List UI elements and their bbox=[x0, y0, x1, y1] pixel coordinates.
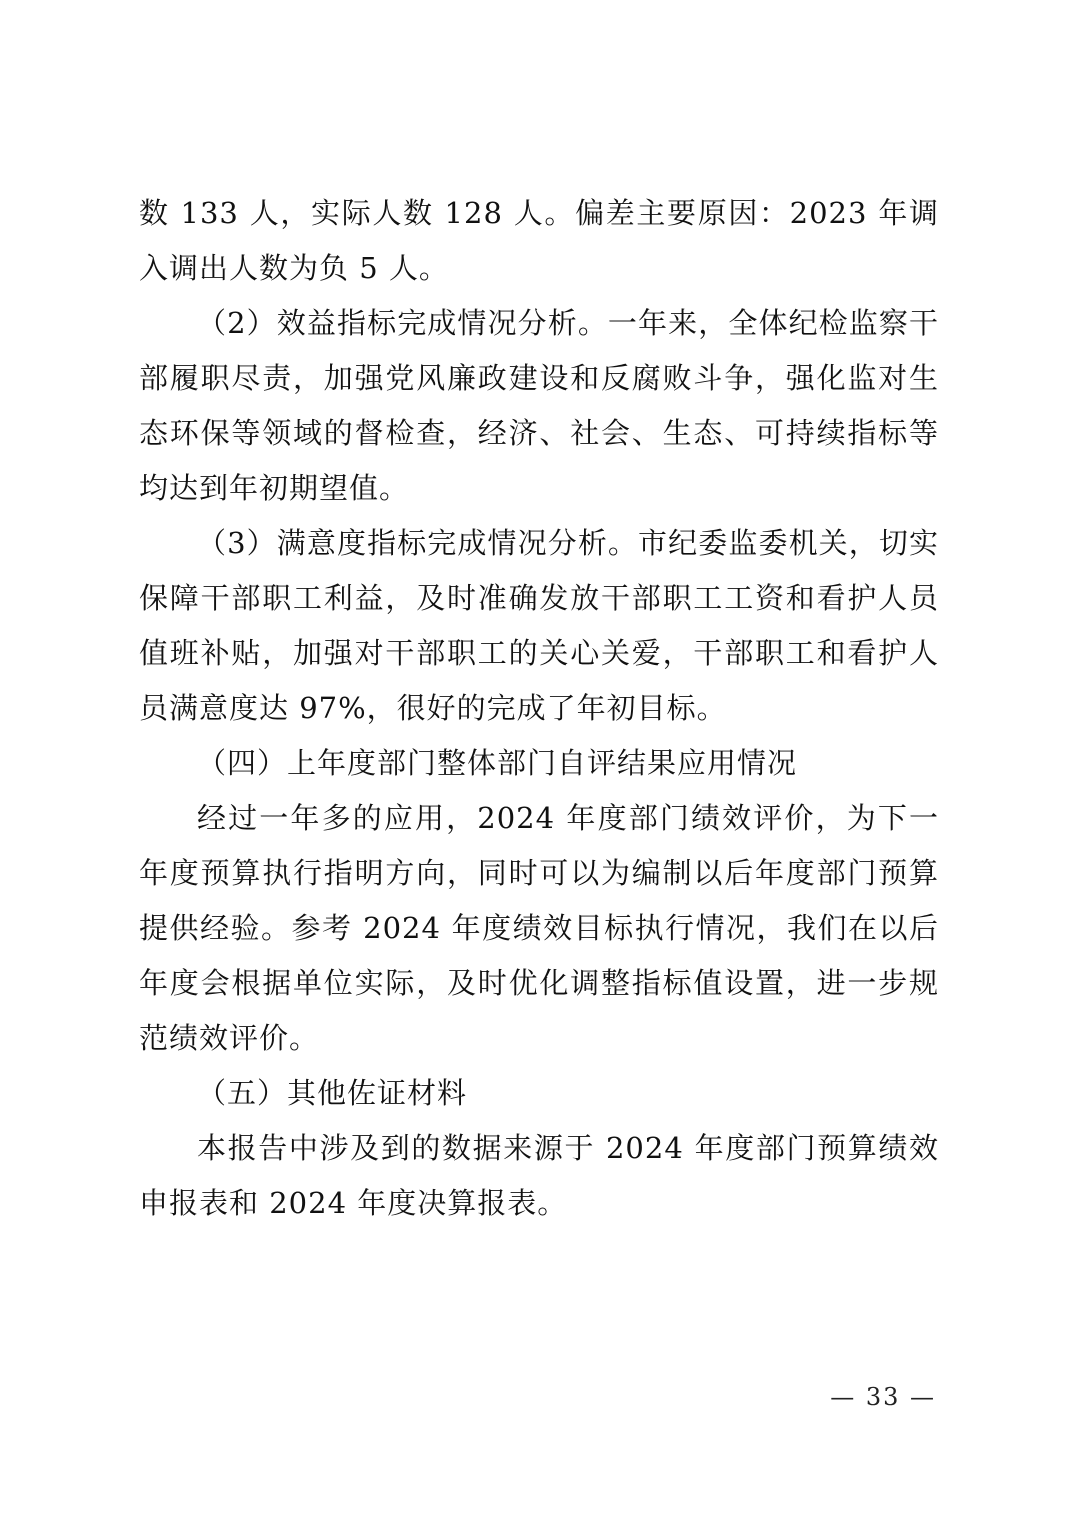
section-heading-self-evaluation: （四）上年度部门整体部门自评结果应用情况 bbox=[197, 746, 798, 780]
paragraph-satisfaction-indicators: （3）满意度指标完成情况分析。市纪委监委机关，切实保障干部职工利益，及时准确发放干部职工工资和看护人员值班补贴，加强对干部职工的关心关爱，干部职工和看护人员满意度达 97%，很好的完成了年初目标。 bbox=[139, 526, 939, 725]
page-number: — 33 — bbox=[830, 1383, 936, 1411]
body-text bbox=[139, 186, 939, 1231]
paragraph-staff-count: 数 133 人，实际人数 128 人。偏差主要原因：2023 年调入调出人数为负 5 人。 bbox=[139, 196, 939, 285]
section-heading-supporting-materials: （五）其他佐证材料 bbox=[197, 1076, 468, 1110]
paragraph-evaluation-application: 经过一年多的应用，2024 年度部门绩效评价，为下一年度预算执行指明方向，同时可以为编制以后年度部门预算提供经验。参考 2024 年度绩效目标执行情况，我们在以后年度会根据单位实际，及时优化调整指标值设置，进一步规范绩效评价。 bbox=[139, 801, 939, 1055]
paragraph-data-sources: 本报告中涉及到的数据来源于 2024 年度部门预算绩效申报表和 2024 年度决算报表。 bbox=[139, 1131, 939, 1220]
paragraph-benefit-indicators: （2）效益指标完成情况分析。一年来，全体纪检监察干部履职尽责，加强党风廉政建设和反腐败斗争，强化监对生态环保等领域的督检查，经济、社会、生态、可持续指标等均达到年初期望值。 bbox=[139, 306, 939, 505]
